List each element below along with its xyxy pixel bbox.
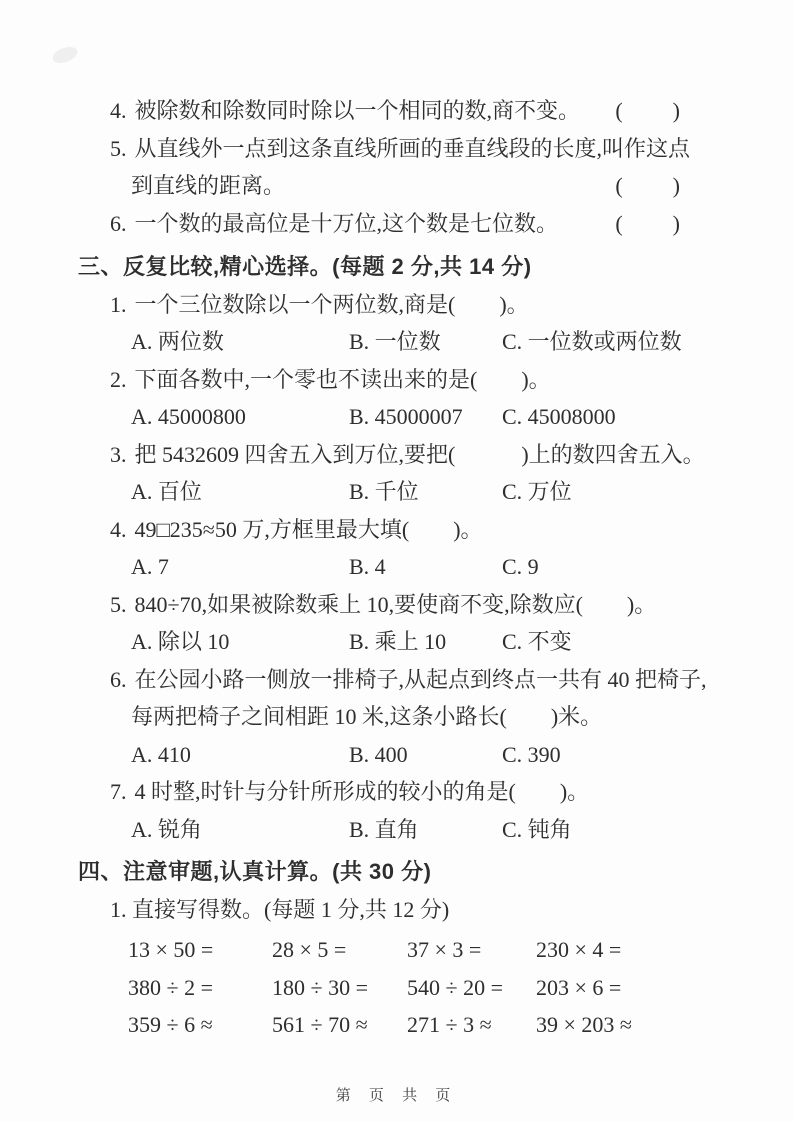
- question-text: 一个数的最高位是十万位,这个数是七位数。: [134, 210, 559, 236]
- question-text: 840÷70,如果被除数乘上 10,要使商不变,除数应( )。: [134, 591, 657, 617]
- answer-bracket: ( ): [615, 98, 682, 123]
- calc-item: 359 ÷ 6 ≈: [128, 1012, 213, 1037]
- option-b: B. 千位: [349, 479, 419, 504]
- question-text-continued: 每两把椅子之间相距 10 米,这条小路长( )米。: [131, 704, 603, 729]
- tf-item-4: [110, 92, 707, 130]
- question-number: 5.: [110, 591, 127, 617]
- option-b: B. 一位数: [349, 329, 441, 354]
- options-row-6: [131, 736, 707, 774]
- options-row-3: [131, 473, 707, 511]
- question-text: 49□235≈50 万,方框里最大填( )。: [134, 516, 483, 542]
- option-b: B. 45000007: [349, 404, 463, 429]
- choice-question-5: [110, 586, 707, 624]
- question-number: 7.: [110, 779, 127, 804]
- question-text: 在公园小路一侧放一排椅子,从起点到终点一共有 40 把椅子,: [134, 666, 707, 692]
- calc-item: 380 ÷ 2 =: [128, 974, 213, 1000]
- question-number: 6.: [110, 210, 127, 236]
- option-a: A. 百位: [131, 479, 202, 504]
- option-c: C. 390: [502, 741, 561, 767]
- option-c: C. 45008000: [502, 404, 616, 429]
- option-a: A. 7: [131, 554, 169, 579]
- calc-item: 37 × 3 =: [407, 937, 482, 962]
- calc-item: 180 ÷ 30 =: [272, 974, 368, 1000]
- question-text: 一个三位数除以一个两位数,商是( )。: [134, 291, 529, 317]
- question-number: 2.: [110, 366, 127, 392]
- question-number: 1.: [110, 291, 127, 317]
- question-number: 6.: [110, 666, 127, 692]
- options-row-5: [131, 623, 707, 661]
- option-b: B. 乘上 10: [349, 629, 447, 654]
- option-a: A. 410: [131, 741, 191, 767]
- calc-item: 271 ÷ 3 ≈: [407, 1012, 492, 1037]
- tf-item-6: [110, 205, 707, 243]
- footer-page-label: 第 页 共 页: [335, 1087, 458, 1104]
- calc-item: 39 × 203 ≈: [536, 1012, 632, 1037]
- options-row-7: [131, 811, 707, 849]
- calc-item: 28 × 5 =: [272, 937, 347, 962]
- calc-grid: [128, 931, 707, 1044]
- calc-item: 561 ÷ 70 ≈: [272, 1012, 368, 1037]
- option-a: A. 锐角: [131, 816, 202, 842]
- choice-question-6-line2: [131, 698, 707, 736]
- tf-item-5-line2: [131, 167, 707, 205]
- option-c: C. 不变: [502, 629, 572, 654]
- calc-item: 13 × 50 =: [128, 937, 214, 962]
- option-a: A. 除以 10: [131, 629, 230, 654]
- question-number: 4.: [110, 516, 127, 542]
- question-text: 把 5432609 四舍五入到万位,要把( )上的数四舍五入。: [134, 441, 705, 467]
- question-text-continued: 到直线的距离。: [131, 173, 286, 198]
- answer-bracket: ( ): [615, 210, 682, 236]
- section4-title: 四、注意审题,认真计算。(共 30 分): [78, 859, 432, 884]
- choice-question-7: [110, 773, 707, 811]
- option-c: C. 钝角: [502, 816, 572, 842]
- question-text: 4 时整,时针与分针所形成的较小的角是( )。: [134, 779, 590, 804]
- question-text: 被除数和除数同时除以一个相同的数,商不变。: [134, 98, 581, 123]
- option-a: A. 45000800: [131, 404, 246, 429]
- choice-question-6-line1: [110, 661, 707, 699]
- question-text: 从直线外一点到这条直线所画的垂直线段的长度,叫作这点: [134, 135, 691, 161]
- option-c: C. 一位数或两位数: [502, 329, 682, 354]
- question-text: 下面各数中,一个零也不读出来的是( )。: [134, 366, 551, 392]
- option-c: C. 万位: [502, 479, 572, 504]
- calc-item: 230 × 4 =: [536, 937, 622, 962]
- option-c: C. 9: [502, 554, 539, 579]
- options-row-2: [131, 398, 707, 436]
- choice-question-3: [110, 436, 707, 474]
- section4-sub1: [110, 891, 707, 929]
- option-a: A. 两位数: [131, 329, 224, 354]
- options-row-4: [131, 548, 707, 586]
- tf-item-5-line1: [110, 130, 707, 168]
- question-number: 3.: [110, 441, 127, 467]
- option-b: B. 直角: [349, 816, 419, 842]
- option-b: B. 400: [349, 741, 408, 767]
- question-number: 4.: [110, 98, 127, 123]
- choice-question-1: [110, 286, 707, 324]
- calc-item: 203 × 6 =: [536, 974, 622, 1000]
- section3-title: 三、反复比较,精心选择。(每题 2 分,共 14 分): [78, 254, 532, 279]
- sub-question-text: 1. 直接写得数。(每题 1 分,共 12 分): [110, 896, 450, 922]
- option-b: B. 4: [349, 554, 386, 579]
- options-row-1: [131, 323, 707, 361]
- answer-bracket: ( ): [615, 173, 682, 198]
- choice-question-4: [110, 511, 707, 549]
- calc-item: 540 ÷ 20 =: [407, 974, 503, 1000]
- choice-question-2: [110, 361, 707, 399]
- question-number: 5.: [110, 135, 127, 161]
